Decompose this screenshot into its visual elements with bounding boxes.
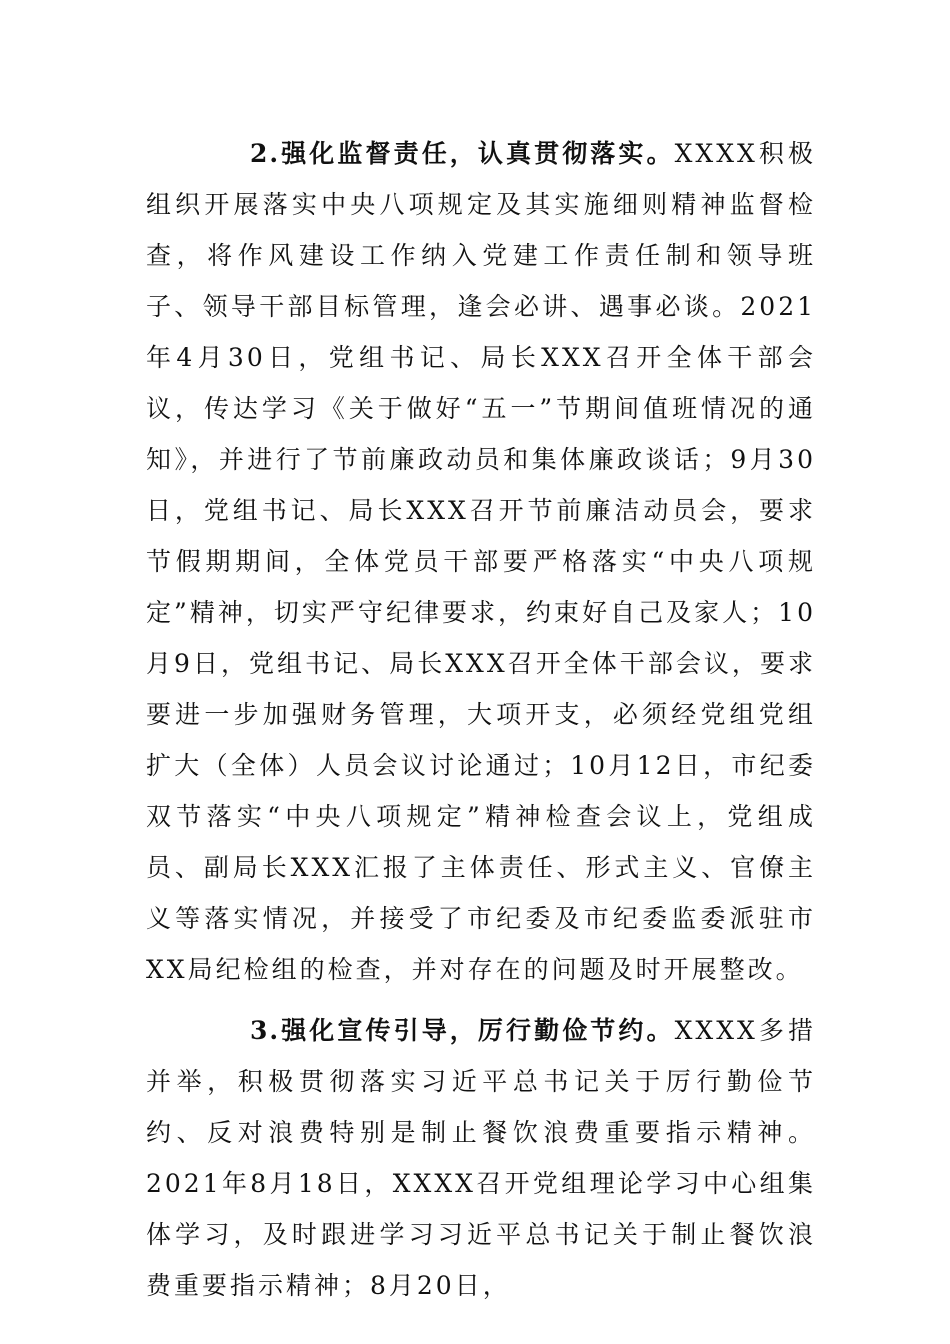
paragraph-heading: 3.强化宣传引导，厉行勤俭节约。 bbox=[250, 1016, 675, 1045]
paragraph-supervision bbox=[146, 128, 816, 995]
paragraph-publicity bbox=[146, 1005, 816, 1311]
document-body bbox=[146, 128, 816, 1311]
paragraph-text: XXXX多措并举，积极贯彻落实习近平总书记关于厉行勤俭节约、反对浪费特别是制止餐饮浪费重要指示精神。2021年8月18日，XXXX召开党组理论学习中心组集体学习，及时跟进学习习近平总书记关于制止餐饮浪费重要指示精神；8月20日， bbox=[146, 1016, 816, 1300]
paragraph-heading: 2.强化监督责任，认真贯彻落实。 bbox=[250, 139, 675, 168]
paragraph-text: XXXX积极组织开展落实中央八项规定及其实施细则精神监督检查，将作风建设工作纳入党建工作责任制和领导班子、领导干部目标管理，逢会必讲、遇事必谈。2021年4月30日，党组书记、局长XXX召开全体干部会议，传达学习《关于做好“五一”节期间值班情况的通知》，并进行了节前廉政动员和集体廉政谈话；9月30日，党组书记、局长XXX召开节前廉洁动员会，要求节假期期间，全体党员干部要严格落实“中央八项规定”精神，切实严守纪律要求，约束好自己及家人；10月9日，党组书记、局长XXX召开全体干部会议，要求要进一步加强财务管理，大项开支，必须经党组党组扩大（全体）人员会议讨论通过；10月12日，市纪委双节落实“中央八项规定”精神检查会议上，党组成员、副局长XXX汇报了主体责任、形式主义、官僚主义等落实情况，并接受了市纪委及市纪委监委派驻市XX局纪检组的检查，并对存在的问题及时开展整改。 bbox=[146, 139, 816, 984]
